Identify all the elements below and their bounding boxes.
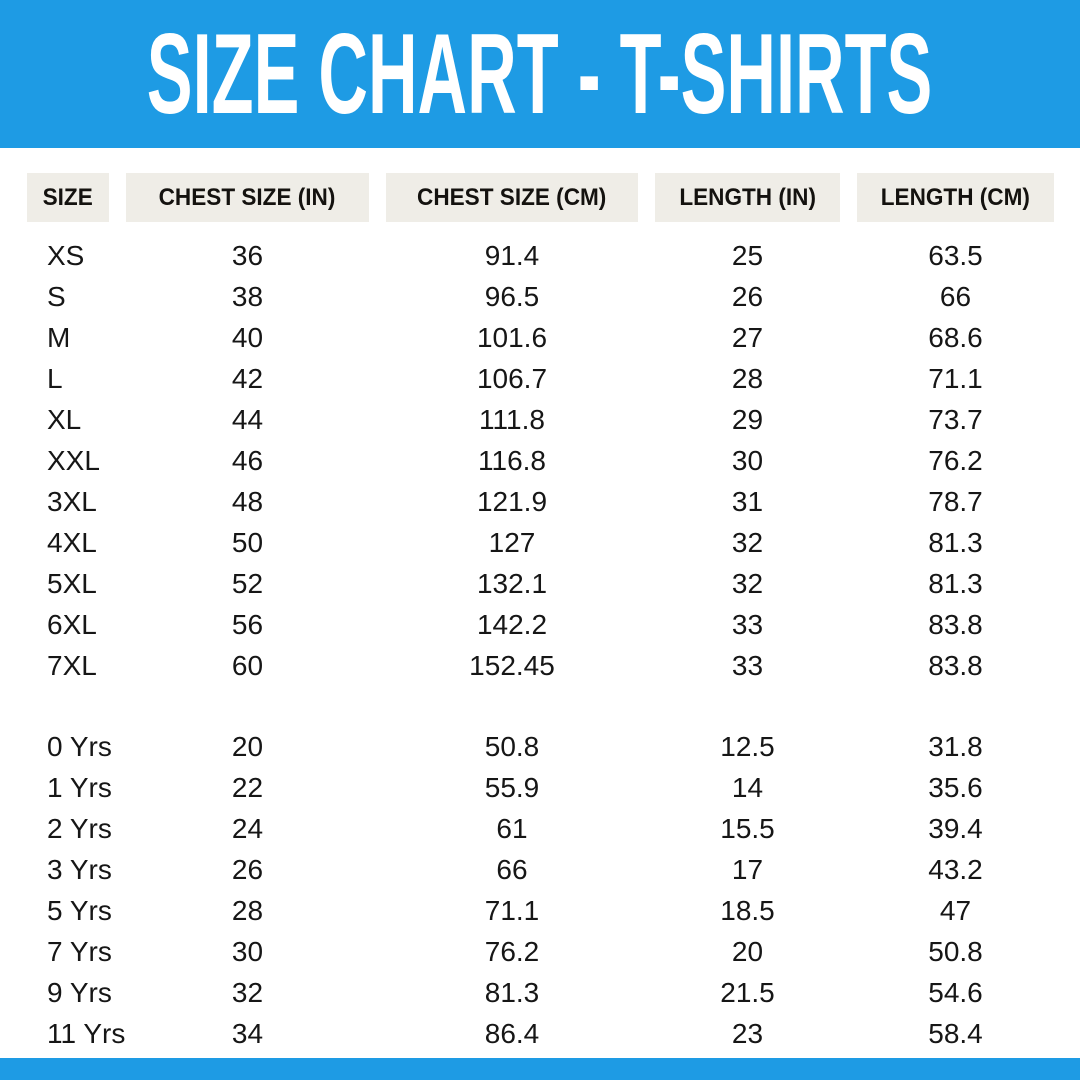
size-label-cell: 11 Yrs [47,1017,126,1049]
value-cell: 91.4 [484,239,540,271]
value-cell: 66 [939,280,972,312]
value-cell: 28 [231,894,264,926]
value-cell: 22 [231,771,264,803]
table-row [27,645,1054,686]
table-row [27,276,1054,317]
table-row [27,563,1054,604]
value-cell: 33 [731,649,764,681]
value-cell: 121.9 [476,485,548,517]
table-row [27,604,1054,645]
value-cell: 60 [231,649,264,681]
value-cell: 71.1 [484,894,540,926]
value-cell: 48 [231,485,264,517]
table-row [27,808,1054,849]
table-row [27,726,1054,767]
column-header-label: CHEST SIZE (IN) [159,183,336,211]
kids-sizes-section [27,726,1054,1054]
value-cell: 28 [731,362,764,394]
size-label-cell: 7XL [47,649,97,681]
value-cell: 50.8 [484,730,540,762]
value-cell: 152.45 [469,649,555,681]
column-header-chest-in [126,173,369,222]
value-cell: 55.9 [484,771,540,803]
value-cell: 32 [731,526,764,558]
page-title: SIZE CHART - T-SHIRTS [147,9,933,138]
value-cell: 34 [231,1017,264,1049]
table-row [27,440,1054,481]
value-cell: 31.8 [928,730,983,762]
value-cell: 24 [231,812,264,844]
value-cell: 36 [231,239,264,271]
value-cell: 15.5 [720,812,775,844]
value-cell: 58.4 [928,1017,983,1049]
value-cell: 14 [731,771,764,803]
size-label-cell: 3XL [47,485,97,517]
size-label-cell: XXL [47,444,100,476]
value-cell: 20 [231,730,264,762]
value-cell: 54.6 [928,976,983,1008]
value-cell: 17 [731,853,764,885]
column-header-label: LENGTH (IN) [679,183,816,211]
bottom-accent-strip [0,1058,1080,1080]
value-cell: 73.7 [928,403,983,435]
size-label-cell: 7 Yrs [47,935,112,967]
size-label-cell: XS [47,239,85,271]
value-cell: 81.3 [484,976,540,1008]
value-cell: 30 [731,444,764,476]
value-cell: 25 [731,239,764,271]
value-cell: 83.8 [928,649,983,681]
adult-sizes-section [27,235,1054,686]
column-header-length-in [655,173,840,222]
table-row [27,235,1054,276]
value-cell: 32 [231,976,264,1008]
value-cell: 83.8 [928,608,983,640]
value-cell: 31 [731,485,764,517]
column-header-label: SIZE [42,183,94,211]
table-header-row [27,173,1054,222]
table-row [27,767,1054,808]
value-cell: 61 [496,812,528,844]
size-label-cell: S [47,280,66,312]
table-row [27,849,1054,890]
value-cell: 66 [496,853,528,885]
table-row [27,1013,1054,1054]
size-label-cell: 4XL [47,526,97,558]
size-label-cell: 9 Yrs [47,976,112,1008]
size-label-cell: 6XL [47,608,97,640]
size-label-cell: 1 Yrs [47,771,112,803]
value-cell: 12.5 [720,730,775,762]
table-row [27,358,1054,399]
value-cell: 56 [231,608,264,640]
value-cell: 47 [939,894,972,926]
table-row [27,317,1054,358]
value-cell: 44 [231,403,264,435]
size-label-cell: L [47,362,63,394]
value-cell: 30 [231,935,264,967]
size-label-cell: 2 Yrs [47,812,112,844]
value-cell: 50.8 [928,935,983,967]
column-header-label: CHEST SIZE (CM) [417,183,607,211]
value-cell: 21.5 [720,976,775,1008]
value-cell: 50 [231,526,264,558]
value-cell: 40 [231,321,264,353]
value-cell: 86.4 [484,1017,540,1049]
size-label-cell: 0 Yrs [47,730,112,762]
value-cell: 23 [731,1017,764,1049]
value-cell: 76.2 [928,444,983,476]
size-label-cell: 3 Yrs [47,853,112,885]
value-cell: 106.7 [476,362,548,394]
table-row [27,399,1054,440]
value-cell: 78.7 [928,485,983,517]
value-cell: 142.2 [476,608,548,640]
table-row [27,481,1054,522]
value-cell: 63.5 [928,239,983,271]
value-cell: 38 [231,280,264,312]
value-cell: 26 [231,853,264,885]
value-cell: 20 [731,935,764,967]
value-cell: 39.4 [928,812,983,844]
value-cell: 46 [231,444,264,476]
value-cell: 111.8 [479,403,545,435]
value-cell: 81.3 [928,526,983,558]
section-spacer [27,686,1054,726]
value-cell: 43.2 [928,853,983,885]
value-cell: 26 [731,280,764,312]
value-cell: 29 [731,403,764,435]
value-cell: 68.6 [928,321,983,353]
size-label-cell: XL [47,403,82,435]
column-header-length-cm [857,173,1054,222]
value-cell: 71.1 [928,362,983,394]
value-cell: 81.3 [928,567,983,599]
value-cell: 96.5 [484,280,540,312]
value-cell: 127 [488,526,536,558]
table-row [27,890,1054,931]
value-cell: 42 [231,362,264,394]
size-label-cell: 5 Yrs [47,894,112,926]
value-cell: 76.2 [484,935,540,967]
table-row [27,522,1054,563]
table-row [27,931,1054,972]
size-label-cell: M [47,321,71,353]
column-header-label: LENGTH (CM) [880,183,1031,211]
value-cell: 101.6 [476,321,548,353]
value-cell: 35.6 [928,771,983,803]
value-cell: 116.8 [478,444,546,476]
value-cell: 32 [731,567,764,599]
size-label-cell: 5XL [47,567,97,599]
column-header-chest-cm [386,173,638,222]
value-cell: 52 [231,567,264,599]
column-header-size [27,173,109,222]
table-row [27,972,1054,1013]
size-table [27,148,1054,1054]
value-cell: 27 [731,321,764,353]
value-cell: 132.1 [476,567,548,599]
title-banner [0,0,1080,148]
value-cell: 33 [731,608,764,640]
value-cell: 18.5 [720,894,775,926]
